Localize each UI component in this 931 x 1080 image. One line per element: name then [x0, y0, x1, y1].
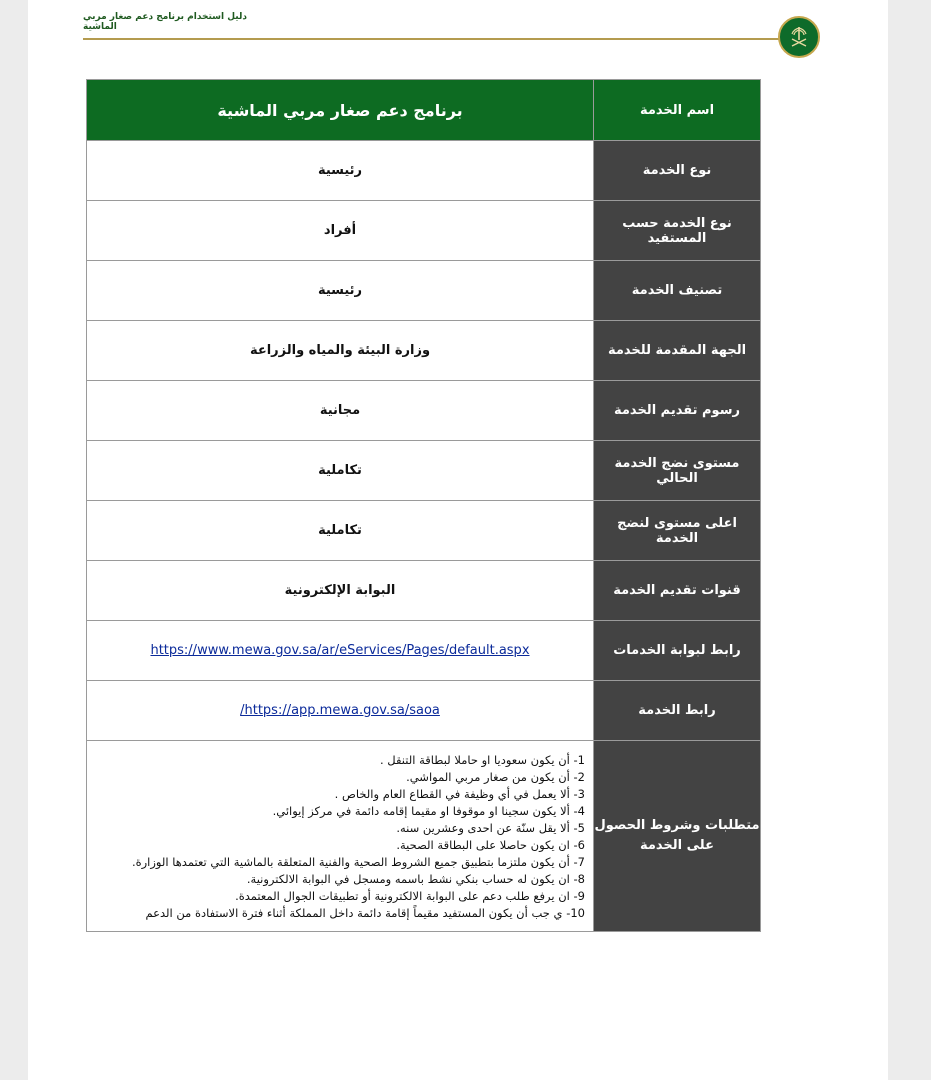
service-category-value: رئيسية [87, 261, 594, 321]
document-header-title: دليل استخدام برنامج دعم صغار مربي الماشية [83, 12, 247, 32]
service-link-label: رابط الخدمة [594, 681, 761, 741]
requirements-label-line2: على الخدمة [639, 838, 714, 853]
saudi-emblem-icon [778, 16, 820, 58]
list-item: 8- ان يكون له حساب بنكي نشط باسمه ومسجل في البوابة الالكترونية. [246, 872, 585, 886]
service-channels-label: قنوات تقديم الخدمة [594, 561, 761, 621]
service-category-label: تصنيف الخدمة [594, 261, 761, 321]
highest-maturity-label: اعلى مستوى لنضج الخدمة [594, 501, 761, 561]
service-name-value: برنامج دعم صغار مربي الماشية [87, 80, 594, 141]
list-item: 2- أن يكون من صغار مربي المواشي. [406, 770, 585, 784]
service-type-label: نوع الخدمة [594, 141, 761, 201]
current-maturity-value: تكاملية [87, 441, 594, 501]
list-item: 1- أن يكون سعوديا او حاملا لبطاقة التنقل . [379, 753, 585, 767]
list-item: 10- ي جب أن يكون المستفيد مقيماً إقامة دائمة داخل المملكة أثناء فترة الاستفادة من الدعم [145, 906, 585, 920]
services-portal-cell [87, 621, 594, 681]
list-item: 3- ألا يعمل في أي وظيفة في القطاع العام والخاص . [334, 787, 585, 801]
current-maturity-label: مستوى نضج الخدمة الحالي [594, 441, 761, 501]
list-item: 5- ألا يقل سنّة عن احدى وعشرين سنه. [396, 821, 585, 835]
document-page [28, 0, 888, 1080]
beneficiary-type-value: أفراد [87, 201, 594, 261]
service-link-cell [87, 681, 594, 741]
service-link[interactable]: https://app.mewa.gov.sa/saoa/ [240, 703, 440, 718]
requirements-list [87, 748, 593, 924]
header-divider [83, 38, 783, 40]
requirements-label-line1: متطلبات وشروط الحصول [594, 818, 760, 833]
service-provider-label: الجهة المقدمة للخدمة [594, 321, 761, 381]
list-item: 7- أن يكون ملتزما بتطبيق جميع الشروط الصحية والفنية المتعلقة بالماشية التي تعتمدها الوزارة. [131, 855, 585, 869]
highest-maturity-value: تكاملية [87, 501, 594, 561]
service-name-label: اسم الخدمة [594, 80, 761, 141]
service-channels-value: البوابة الإلكترونية [87, 561, 594, 621]
services-portal-label: رابط لبوابة الخدمات [594, 621, 761, 681]
service-fees-label: رسوم تقديم الخدمة [594, 381, 761, 441]
service-type-value: رئيسية [87, 141, 594, 201]
service-provider-value: وزارة البيئة والمياه والزراعة [87, 321, 594, 381]
service-info-table [86, 79, 761, 932]
service-fees-value: مجانية [87, 381, 594, 441]
services-portal-link[interactable]: https://www.mewa.gov.sa/ar/eServices/Pages/default.aspx [150, 643, 530, 658]
list-item: 4- ألا يكون سجينا او موقوفا او مقيما إقامه دائمة في مركز إيوائي. [272, 804, 585, 818]
list-item: 6- ان يكون حاصلا على البطاقة الصحية. [396, 838, 585, 852]
requirements-label [594, 741, 761, 932]
requirements-cell [87, 741, 594, 932]
list-item: 9- ان يرفع طلب دعم على البوابة الالكترونية أو تطبيقات الجوال المعتمدة. [235, 889, 585, 903]
beneficiary-type-label: نوع الخدمة حسب المستفيد [594, 201, 761, 261]
